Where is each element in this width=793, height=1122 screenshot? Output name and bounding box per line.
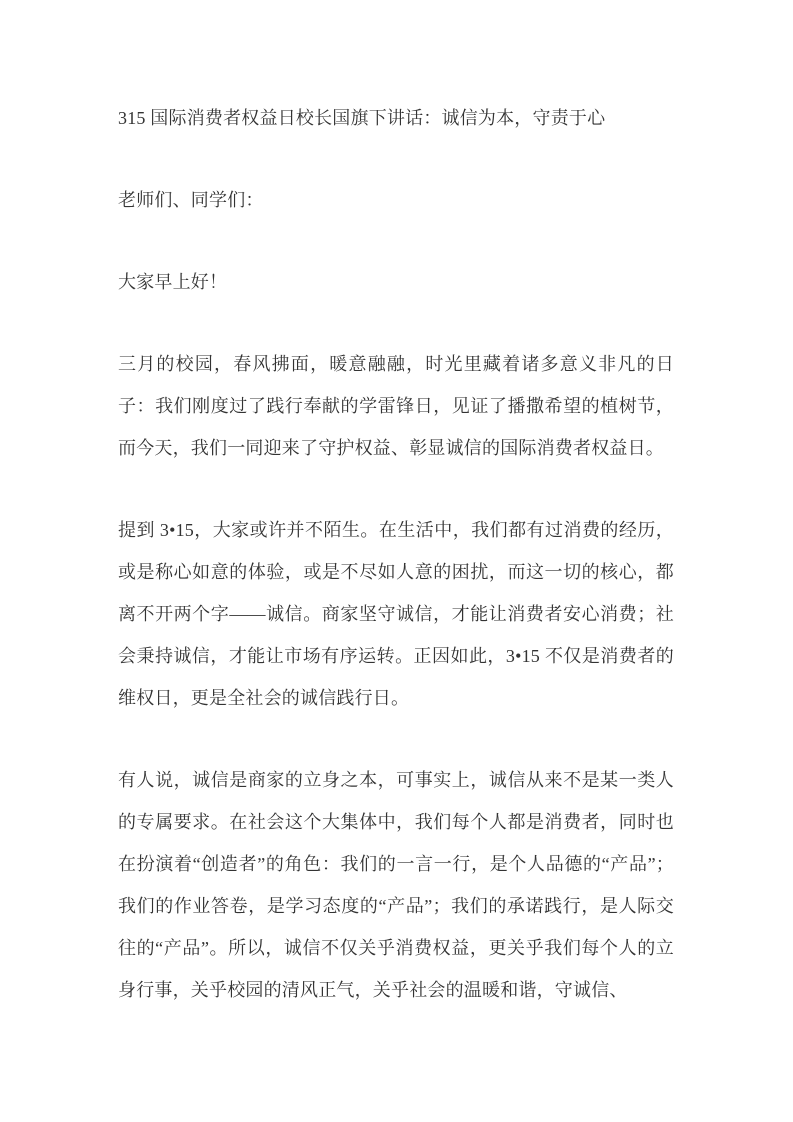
- paragraph-greeting: 大家早上好！: [118, 272, 228, 292]
- paragraph-body-march-days: 三月的校园，春风拂面，暖意融融，时光里藏着诸多意义非凡的日子：我们刚度过了践行奉献的学雷锋日，见证了播撒希望的植树节，而今天，我们一同迎来了守护权益、彰显诚信的国际消费者权益日。: [118, 354, 674, 458]
- paragraph-body-315-meaning: 提到 3•15，大家或许并不陌生。在生活中，我们都有过消费的经历，或是称心如意的体验，或是不尽如人意的困扰，而这一切的核心，都离不开两个字——诚信。商家坚守诚信，才能让消费者安心消费；社会秉持诚信，才能让市场有序运转。正因如此，3•15 不仅是消费者的维权日，更是全社会的诚信践行日。: [118, 520, 674, 708]
- paragraph-body-integrity-everyone: 有人说，诚信是商家的立身之本，可事实上，诚信从来不是某一类人的专属要求。在社会这个大集体中，我们每个人都是消费者，同时也在扮演着“创造者”的角色：我们的一言一行，是个人品德的“产品”；我们的作业答卷，是学习态度的“产品”；我们的承诺践行，是人际交往的“产品”。所以，诚信不仅关乎消费权益，更关乎我们每个人的立身行事，关乎校园的清风正气，关乎社会的温暖和谐，守诚信、: [118, 770, 674, 1000]
- document-title: 315 国际消费者权益日校长国旗下讲话：诚信为本，守责于心: [118, 108, 606, 128]
- paragraph-salutation: 老师们、同学们：: [118, 190, 264, 210]
